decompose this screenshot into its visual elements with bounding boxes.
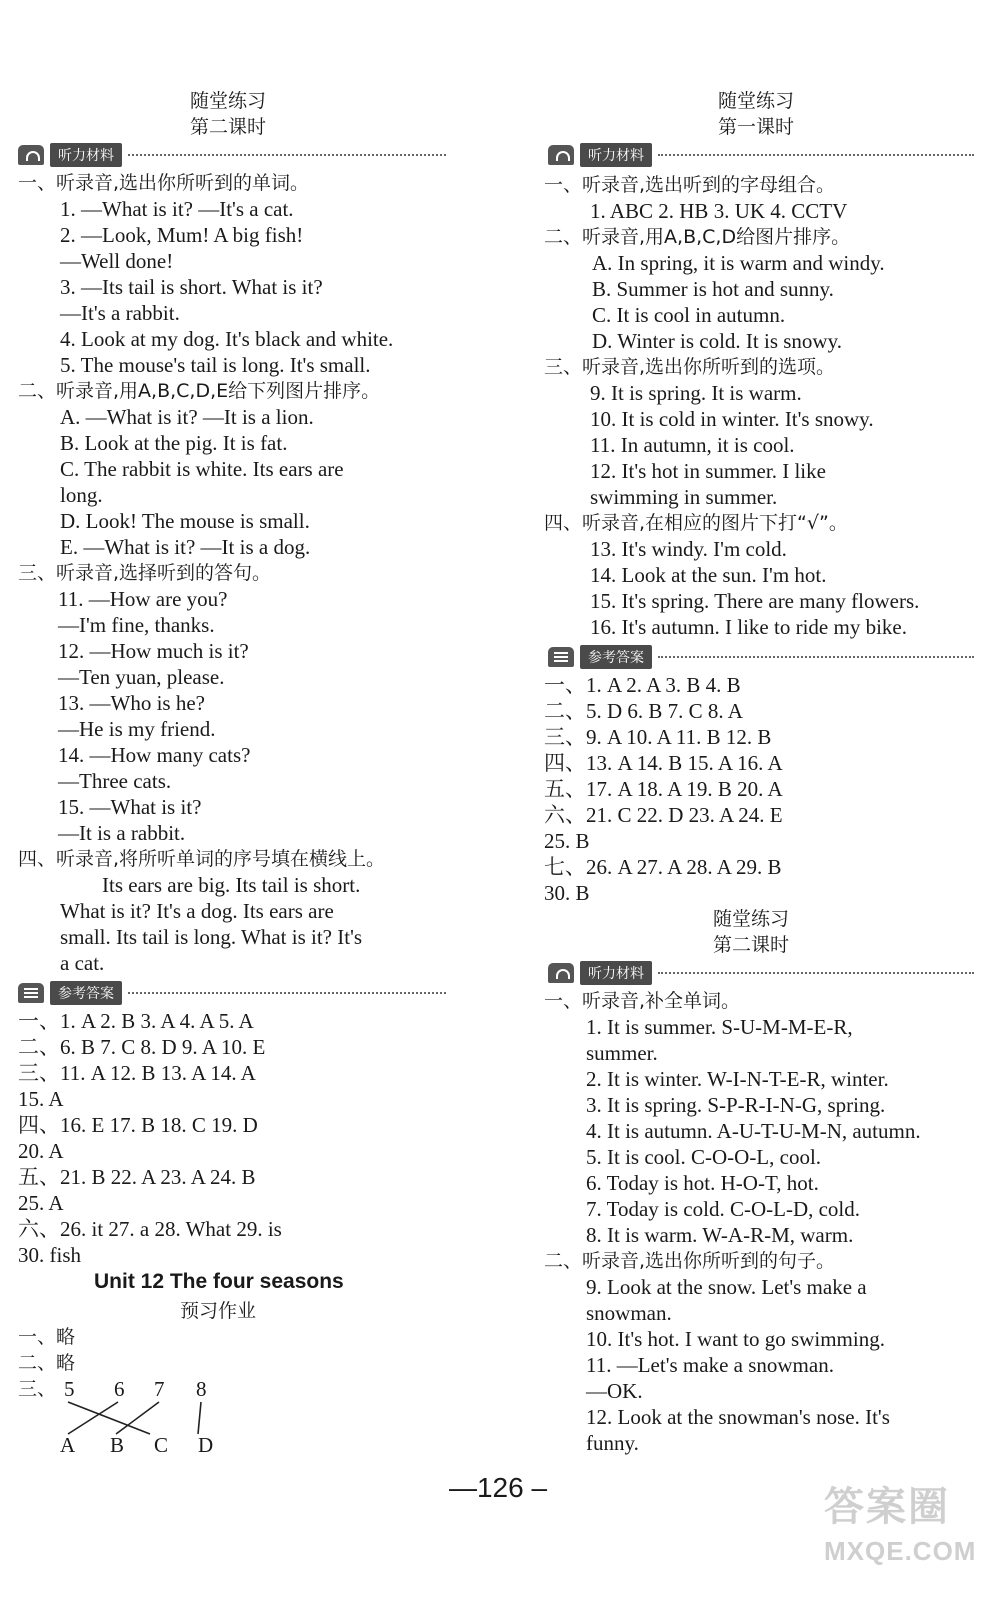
section-heading: 二、听录音,用A,B,C,D,E给下列图片排序。 (18, 380, 381, 402)
answer-row: 四、13. A 14. B 15. A 16. A (544, 751, 783, 775)
list-item: 15. —What is it? (58, 795, 202, 819)
match-bottom-label: B (110, 1433, 125, 1457)
list-item: A. —What is it? —It is a lion. (60, 405, 314, 429)
page-number: —126 – (448, 1472, 548, 1503)
list-item: 11. In autumn, it is cool. (590, 433, 795, 457)
answer-row: 25. A (18, 1191, 64, 1215)
list-item: 10. It's hot. I want to go swimming. (586, 1327, 885, 1351)
answer-row: 25. B (544, 829, 590, 853)
headphones-icon (548, 963, 574, 983)
dotted-divider (658, 154, 974, 156)
match-bottom-label: A (60, 1433, 76, 1457)
match-bottom-label: D (198, 1433, 214, 1457)
list-item: 16. It's autumn. I like to ride my bike. (590, 615, 907, 639)
list-item: snowman. (586, 1301, 672, 1325)
right-title-4: 第二课时 (712, 934, 789, 956)
preview-title: 预习作业 (179, 1300, 256, 1322)
list-item: 12. —How much is it? (58, 639, 249, 663)
answer-label: 参考答案 (50, 981, 122, 1005)
list-item: 7. Today is cold. C-O-L-D, cold. (586, 1197, 861, 1221)
match-top-label: 5 (64, 1377, 75, 1401)
list-item: —He is my friend. (58, 717, 216, 741)
preview-item: 一、略 (18, 1326, 76, 1348)
answer-row: 一、1. A 2. A 3. B 4. B (544, 673, 741, 697)
list-item: 5. The mouse's tail is long. It's small. (60, 353, 371, 377)
unit-title: Unit 12 The four seasons (94, 1270, 344, 1293)
list-item: E. —What is it? —It is a dog. (60, 535, 311, 559)
list-item: 12. Look at the snowman's nose. It's (586, 1405, 890, 1429)
list-item: 6. Today is hot. H-O-T, hot. (586, 1171, 819, 1195)
right-title-2: 第一课时 (717, 116, 794, 138)
answer-row: 20. A (18, 1139, 64, 1163)
list-item: 9. It is spring. It is warm. (590, 381, 802, 405)
watermark-bottom: MXQE.COM (824, 1536, 977, 1566)
answer-row: 五、17. A 18. A 19. B 20. A (544, 777, 783, 801)
answer-row: 七、26. A 27. A 28. A 29. B (544, 855, 782, 879)
answer-row: 四、16. E 17. B 18. C 19. D (18, 1113, 258, 1137)
list-item: 2. It is winter. W-I-N-T-E-R, winter. (586, 1067, 889, 1091)
list-item: 5. It is cool. C-O-O-L, cool. (586, 1145, 822, 1169)
answer-row: 30. fish (18, 1243, 81, 1267)
list-item: 10. It is cold in winter. It's snowy. (590, 407, 874, 431)
answer-row: 五、21. B 22. A 23. A 24. B (18, 1165, 256, 1189)
list-item: C. The rabbit is white. Its ears are (60, 457, 344, 481)
right-listen-header-2 (548, 960, 974, 986)
dotted-divider (658, 972, 974, 974)
watermark-logo (824, 1480, 977, 1590)
list-item: 2. —Look, Mum! A big fish! (60, 223, 304, 247)
answer-row: 三、11. A 12. B 13. A 14. A (18, 1061, 256, 1085)
answer-row: 二、6. B 7. C 8. D 9. A 10. E (18, 1035, 266, 1059)
paragraph-line: a cat. (60, 951, 105, 975)
headphones-icon (548, 145, 574, 165)
answer-row: 六、21. C 22. D 23. A 24. E (544, 803, 783, 827)
paragraph-line: What is it? It's a dog. Its ears are (60, 899, 334, 923)
listen-label: 听力材料 (580, 143, 652, 167)
list-item: 12. It's hot in summer. I like (590, 459, 826, 483)
list-item: 4. It is autumn. A-U-T-U-M-N, autumn. (586, 1119, 921, 1143)
answer-row: 六、26. it 27. a 28. What 29. is (18, 1217, 282, 1241)
list-item: B. Look at the pig. It is fat. (60, 431, 288, 455)
paragraph-line: small. Its tail is long. What is it? It's (60, 925, 363, 949)
list-item: 1. It is summer. S-U-M-M-E-R, (586, 1015, 853, 1039)
section-heading: 一、听录音,补全单词。 (544, 990, 741, 1012)
section-heading: 二、听录音,用A,B,C,D给图片排序。 (544, 226, 851, 248)
list-item: 13. It's windy. I'm cold. (590, 537, 787, 561)
list-item: swimming in summer. (590, 485, 778, 509)
dotted-divider (128, 992, 446, 994)
answer-list-icon (548, 647, 574, 667)
dotted-divider (658, 656, 974, 658)
section-heading: 四、听录音,在相应的图片下打“√”。 (544, 512, 848, 534)
answer-list-icon (18, 983, 44, 1003)
list-item: 11. —How are you? (58, 587, 228, 611)
left-title-2: 第二课时 (189, 116, 266, 138)
list-item: —It's a rabbit. (60, 301, 180, 325)
list-item: 8. It is warm. W-A-R-M, warm. (586, 1223, 854, 1247)
match-top-label: 6 (114, 1377, 125, 1401)
answer-label: 参考答案 (580, 645, 652, 669)
list-item: A. In spring, it is warm and windy. (592, 251, 885, 275)
match-top-label: 7 (154, 1377, 165, 1401)
headphones-icon (18, 145, 44, 165)
list-item: —OK. (586, 1379, 643, 1403)
section-heading: 三、听录音,选出你所听到的选项。 (544, 356, 836, 378)
preview-item: 二、略 (18, 1352, 76, 1374)
watermark-top: 答案圈 (824, 1485, 950, 1529)
dotted-divider (128, 154, 446, 156)
list-item: 1. ABC 2. HB 3. UK 4. CCTV (590, 199, 848, 223)
section-heading: 一、听录音,选出听到的字母组合。 (544, 174, 836, 196)
right-title-1: 随堂练习 (717, 90, 794, 112)
list-item: 3. It is spring. S-P-R-I-N-G, spring. (586, 1093, 886, 1117)
list-item: 15. It's spring. There are many flowers. (590, 589, 920, 613)
answer-row: 30. B (544, 881, 590, 905)
list-item: D. Winter is cold. It is snowy. (592, 329, 842, 353)
answer-row: 一、1. A 2. B 3. A 4. A 5. A (18, 1009, 254, 1033)
section-heading: 一、听录音,选出你所听到的单词。 (18, 172, 310, 194)
list-item: —I'm fine, thanks. (58, 613, 215, 637)
list-item: 13. —Who is he? (58, 691, 205, 715)
paragraph-line: Its ears are big. Its tail is short. (102, 873, 361, 897)
list-item: funny. (586, 1431, 639, 1455)
list-item: 9. Look at the snow. Let's make a (586, 1275, 867, 1299)
match-bottom-label: C (154, 1433, 169, 1457)
list-item: 1. —What is it? —It's a cat. (60, 197, 294, 221)
section-heading: 二、听录音,选出你所听到的句子。 (544, 1250, 836, 1272)
right-listen-header (548, 142, 974, 168)
list-item: 11. —Let's make a snowman. (586, 1353, 834, 1377)
list-item: —Ten yuan, please. (58, 665, 225, 689)
section-heading: 三、听录音,选择听到的答句。 (18, 562, 272, 584)
list-item: 14. —How many cats? (58, 743, 251, 767)
list-item: D. Look! The mouse is small. (60, 509, 310, 533)
list-item: 4. Look at my dog. It's black and white. (60, 327, 394, 351)
list-item: B. Summer is hot and sunny. (592, 277, 834, 301)
list-item: C. It is cool in autumn. (592, 303, 786, 327)
answer-row: 15. A (18, 1087, 64, 1111)
match-top-label: 8 (196, 1377, 207, 1401)
listen-label: 听力材料 (50, 143, 122, 167)
list-item: 3. —Its tail is short. What is it? (60, 275, 323, 299)
right-answer-header (548, 644, 974, 670)
left-listen-header (18, 142, 446, 168)
list-item: summer. (586, 1041, 658, 1065)
preview-item: 三、 (18, 1378, 57, 1400)
answer-row: 二、5. D 6. B 7. C 8. A (544, 699, 743, 723)
left-title-1: 随堂练习 (189, 90, 266, 112)
right-title-3: 随堂练习 (712, 908, 789, 930)
list-item: —Three cats. (58, 769, 172, 793)
list-item: 14. Look at the sun. I'm hot. (590, 563, 827, 587)
answer-row: 三、9. A 10. A 11. B 12. B (544, 725, 772, 749)
listen-label: 听力材料 (580, 961, 652, 985)
list-item: —Well done! (60, 249, 174, 273)
left-answer-header (18, 980, 446, 1006)
list-item: long. (60, 483, 103, 507)
section-heading: 四、听录音,将所听单词的序号填在横线上。 (18, 848, 386, 870)
list-item: —It is a rabbit. (58, 821, 186, 845)
